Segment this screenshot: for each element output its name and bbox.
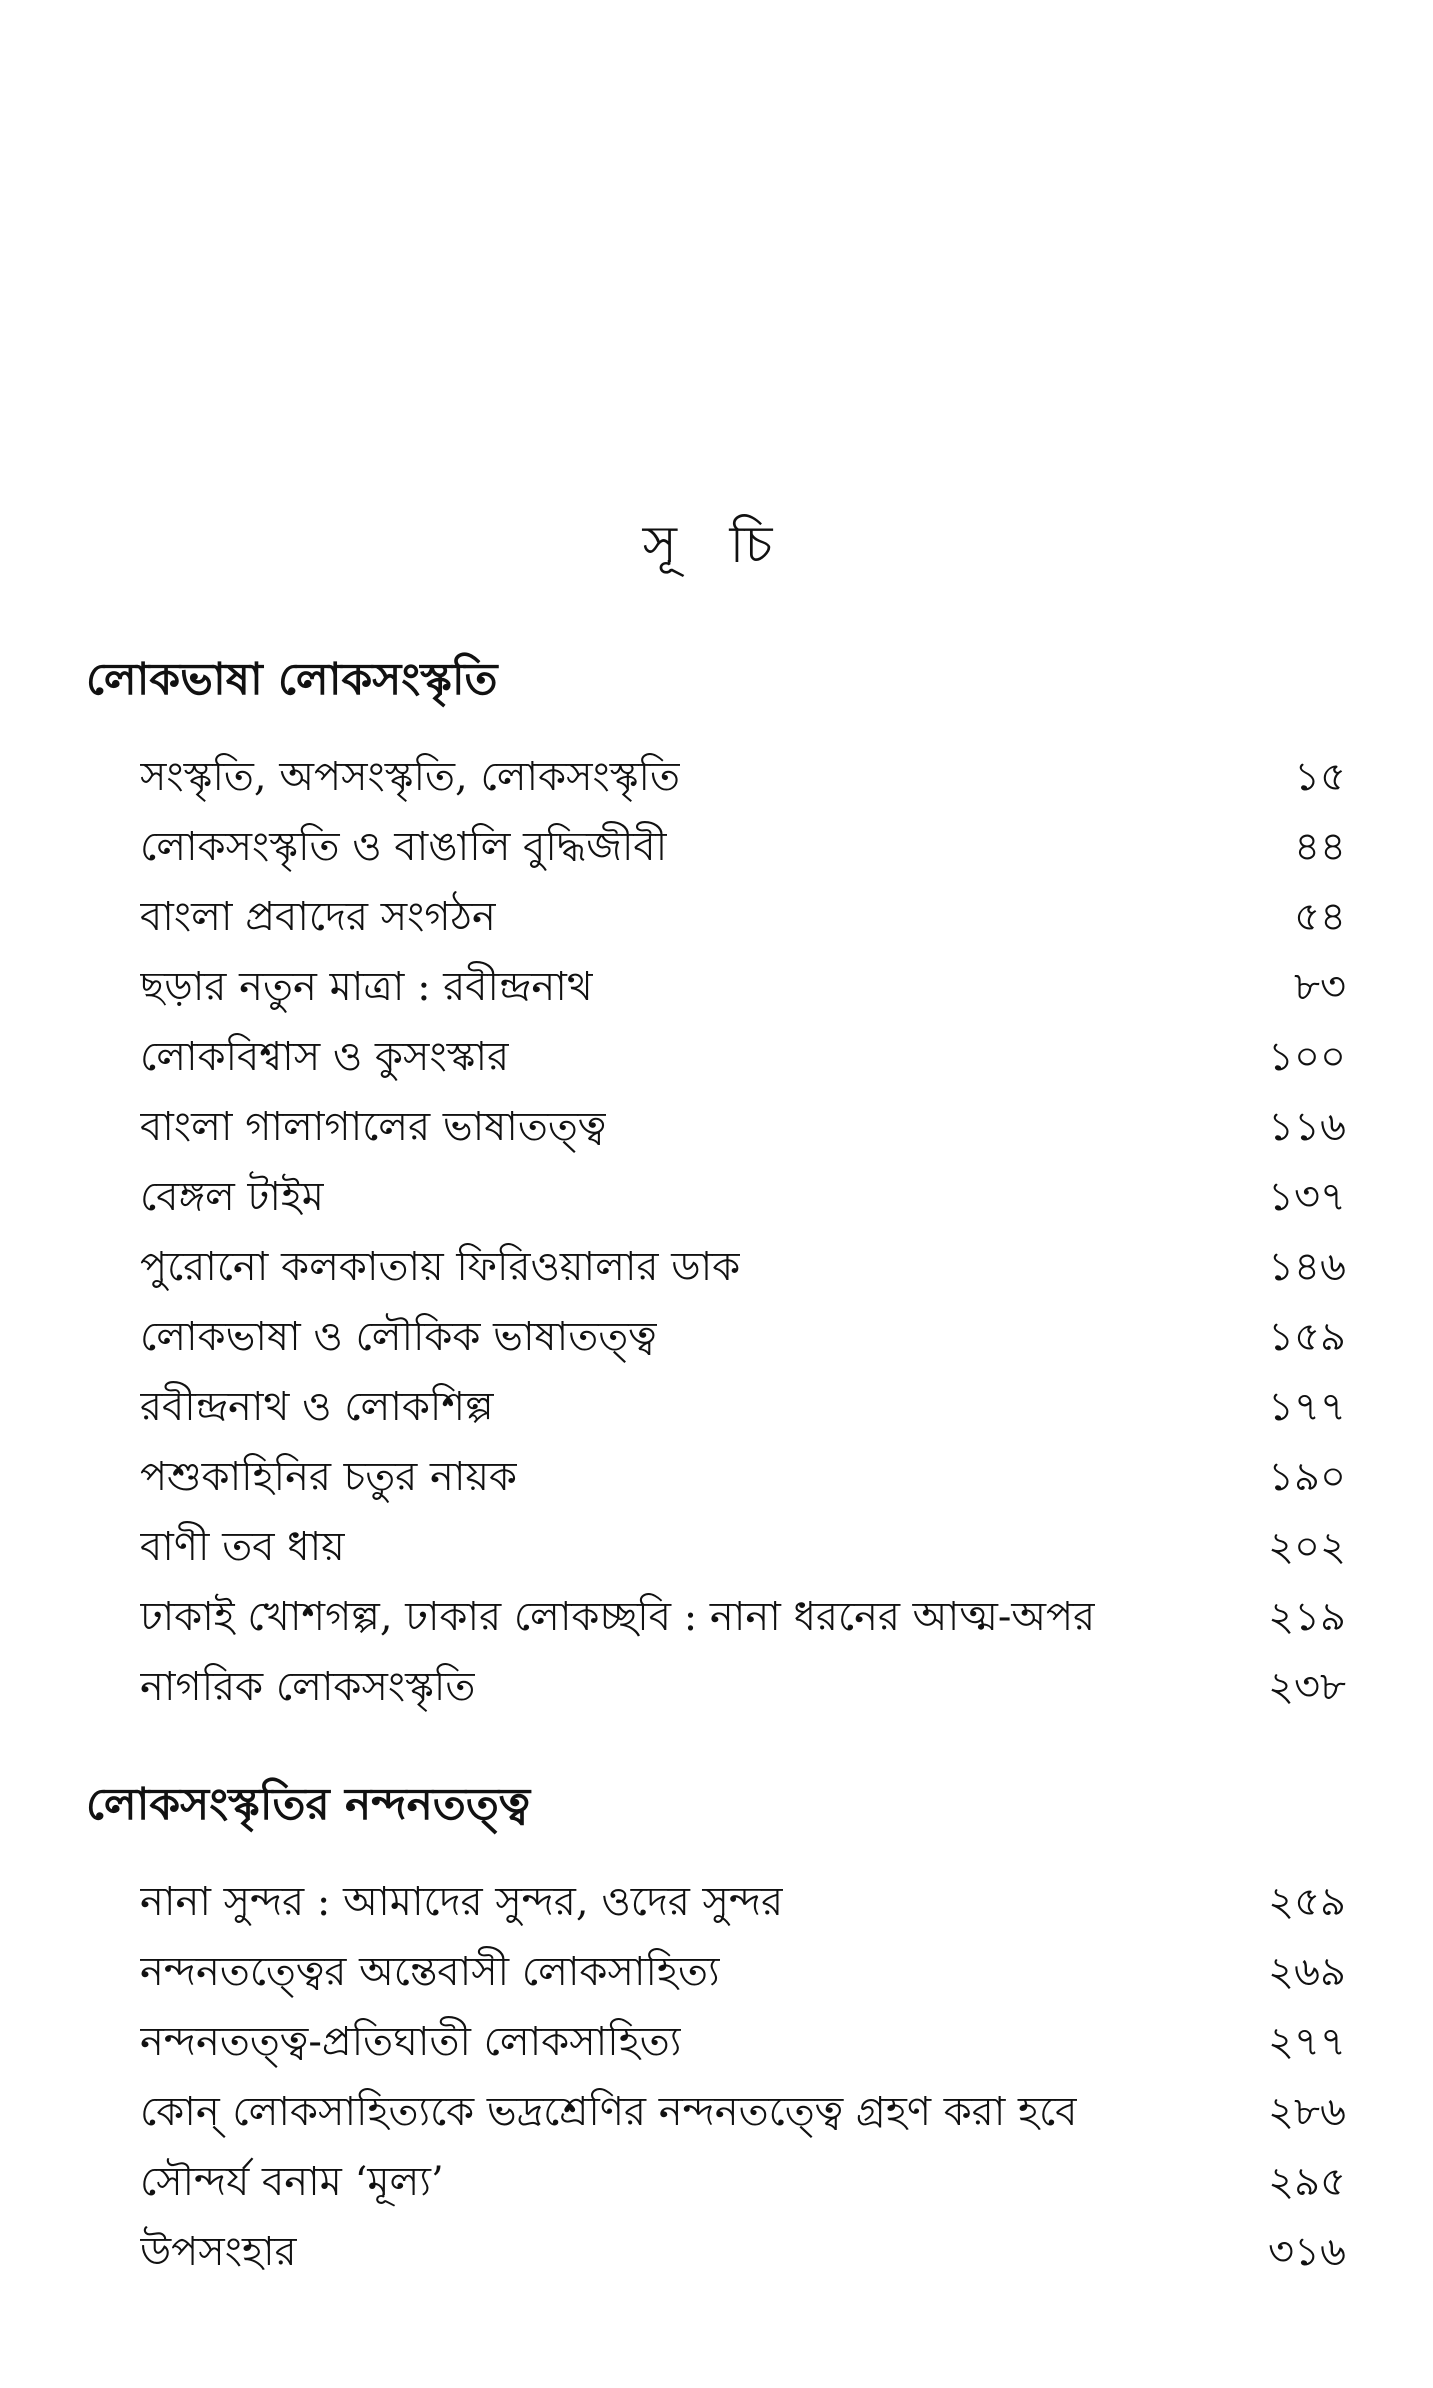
entry-page-number: ৪৪ bbox=[1294, 824, 1346, 870]
entry-page-number: ৫৪ bbox=[1294, 894, 1346, 940]
section-heading: লোকসংস্কৃতির নন্দনতত্ত্ব bbox=[86, 1779, 531, 1830]
section-lokobhasha bbox=[86, 640, 1346, 1722]
entry-title: লোকবিশ্বাস ও কুসংস্কার bbox=[140, 1034, 510, 1080]
toc-entry[interactable] bbox=[86, 1092, 1346, 1162]
entry-page-number: ২৭৭ bbox=[1267, 2019, 1346, 2065]
toc-entry[interactable] bbox=[86, 742, 1346, 812]
entry-title: সৌন্দর্য বনাম ‘মূল্য’ bbox=[140, 2159, 444, 2205]
toc-entry[interactable] bbox=[86, 1582, 1346, 1652]
toc-entry[interactable] bbox=[86, 812, 1346, 882]
entry-title: নন্দনতত্ত্বের অন্তেবাসী লোকসাহিত্য bbox=[140, 1949, 720, 1995]
entry-page-number: ২৮৬ bbox=[1268, 2089, 1346, 2135]
toc-entry[interactable] bbox=[86, 2077, 1346, 2147]
entry-page-number: ২১৯ bbox=[1268, 1594, 1346, 1640]
entry-page-number: ১৫৯ bbox=[1268, 1314, 1346, 1360]
entry-title: লোকভাষা ও লৌকিক ভাষাতত্ত্ব bbox=[140, 1314, 657, 1360]
entry-page-number: ১৫ bbox=[1294, 754, 1346, 800]
entry-title: বেঙ্গল টাইম bbox=[140, 1174, 324, 1220]
entry-title: পশুকাহিনির চতুর নায়ক bbox=[140, 1454, 518, 1500]
entry-title: সংস্কৃতি, অপসংস্কৃতি, লোকসংস্কৃতি bbox=[140, 754, 681, 800]
toc-entry[interactable] bbox=[86, 1442, 1346, 1512]
entry-page-number: ১৭৭ bbox=[1268, 1384, 1346, 1430]
entry-page-number: ৩১৬ bbox=[1268, 2229, 1346, 2275]
entry-page-number: ২৫৯ bbox=[1268, 1879, 1346, 1925]
entry-title: পুরোনো কলকাতায় ফিরিওয়ালার ডাক bbox=[140, 1244, 741, 1290]
entry-page-number: ১৯০ bbox=[1268, 1454, 1346, 1500]
entry-title: ঢাকাই খোশগল্প, ঢাকার লোকচ্ছবি : নানা ধরনের আত্ম-অপর bbox=[140, 1594, 1096, 1640]
section-nandantattva bbox=[86, 1765, 1346, 2287]
entry-title: কোন্ লোকসাহিত্যকে ভদ্রশ্রেণির নন্দনতত্ত্বে গ্রহণ করা হবে bbox=[140, 2089, 1078, 2135]
toc-entry[interactable] bbox=[86, 2147, 1346, 2217]
toc-entry[interactable] bbox=[86, 1232, 1346, 1302]
entry-title: লোকসংস্কৃতি ও বাঙালি বুদ্ধিজীবী bbox=[140, 824, 668, 870]
toc-entry[interactable] bbox=[86, 1162, 1346, 1232]
toc-entry[interactable] bbox=[86, 1512, 1346, 1582]
entry-page-number: ২০২ bbox=[1267, 1524, 1346, 1570]
entry-title: নাগরিক লোকসংস্কৃতি bbox=[140, 1664, 476, 1710]
page-title: সূ চি bbox=[642, 515, 791, 575]
entry-page-number: ১৩৭ bbox=[1268, 1174, 1346, 1220]
toc-entry[interactable] bbox=[86, 1652, 1346, 1722]
toc-entry[interactable] bbox=[86, 1302, 1346, 1372]
entry-page-number: ১১৬ bbox=[1268, 1104, 1346, 1150]
toc-entry[interactable] bbox=[86, 1937, 1346, 2007]
entry-title: বাংলা গালাগালের ভাষাতত্ত্ব bbox=[140, 1104, 607, 1150]
entry-title: নন্দনতত্ত্ব-প্রতিঘাতী লোকসাহিত্য bbox=[140, 2019, 682, 2065]
toc-entry[interactable] bbox=[86, 952, 1346, 1022]
toc-entry[interactable] bbox=[86, 2007, 1346, 2077]
toc-entry[interactable] bbox=[86, 2217, 1346, 2287]
toc-entry[interactable] bbox=[86, 882, 1346, 952]
entry-list bbox=[86, 742, 1346, 1722]
entry-title: রবীন্দ্রনাথ ও লোকশিল্প bbox=[140, 1384, 494, 1430]
entry-title: ছড়ার নতুন মাত্রা : রবীন্দ্রনাথ bbox=[140, 964, 593, 1010]
toc-entry[interactable] bbox=[86, 1372, 1346, 1442]
entry-title: উপসংহার bbox=[140, 2229, 297, 2275]
toc-entry[interactable] bbox=[86, 1867, 1346, 1937]
entry-page-number: ২৬৯ bbox=[1268, 1949, 1346, 1995]
entry-page-number: ২৯৫ bbox=[1268, 2159, 1346, 2205]
entry-page-number: ৮৩ bbox=[1294, 964, 1346, 1010]
entry-title: নানা সুন্দর : আমাদের সুন্দর, ওদের সুন্দর bbox=[140, 1879, 784, 1925]
section-heading: লোকভাষা লোকসংস্কৃতি bbox=[86, 654, 498, 705]
entry-list bbox=[86, 1867, 1346, 2287]
entry-title: বাংলা প্রবাদের সংগঠন bbox=[140, 894, 496, 940]
entry-page-number: ১০০ bbox=[1268, 1034, 1346, 1080]
toc-entry[interactable] bbox=[86, 1022, 1346, 1092]
entry-page-number: ২৩৮ bbox=[1268, 1664, 1346, 1710]
entry-title: বাণী তব ধায় bbox=[140, 1524, 345, 1570]
entry-page-number: ১৪৬ bbox=[1268, 1244, 1346, 1290]
